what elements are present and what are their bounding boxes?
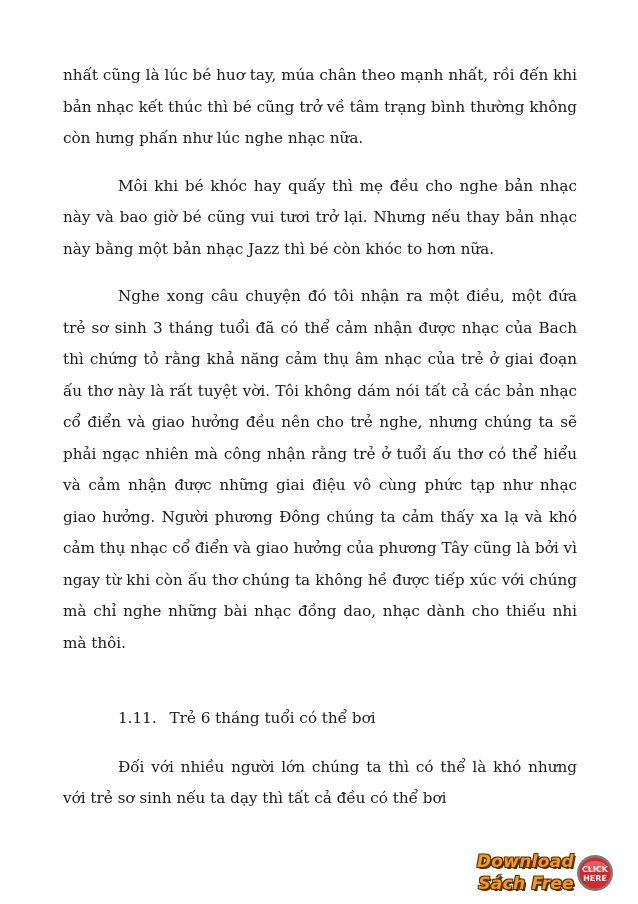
download-label[interactable]: Download	[476, 852, 574, 872]
paragraph-swimming: Đối với nhiều người lớn chúng ta thì có thể là khó nhưng với trẻ sơ sinh nếu ta dạy thì tất cả đều có thể bơi	[63, 757, 577, 807]
download-badge[interactable]	[470, 851, 620, 899]
click-label: CLICK	[581, 865, 609, 874]
paragraph-crying: Môi khi bé khóc hay quấy thì mẹ đều cho nghe bản nhạc này và bao giờ bé cũng vui tươi trở lại. Nhưng nếu thay bản nhạc này bằng một bản nhạc Jazz thì bé còn khóc to hơn nữa.	[63, 176, 577, 258]
section-number: 1.11.	[118, 709, 157, 727]
click-here-button[interactable]	[576, 854, 614, 892]
paragraph-continuation: nhất cũng là lúc bé huơ tay, múa chân theo mạnh nhất, rồi đến khi bản nhạc kết thúc thì bé cũng trở về tâm trạng bình thường không còn hưng phấn như lúc nghe nhạc nữa.	[63, 66, 577, 147]
section-heading	[63, 703, 577, 735]
document-page	[63, 60, 577, 815]
section-title: Trẻ 6 tháng tuổi có thể bơi	[169, 709, 376, 727]
download-badge-text[interactable]	[470, 851, 574, 895]
paragraph-conclusion: Nghe xong câu chuyện đó tôi nhận ra một điều, một đứa trẻ sơ sinh 3 tháng tuổi đã có thể cảm nhận được nhạc của Bach thì chứng tỏ rằng khả năng cảm thụ âm nhạc của trẻ ở giai đoạn ấu thơ này là rất tuyệt vời. Tôi không dám nói tất cả các bản nhạc cổ điển và giao hưởng đều nên cho trẻ nghe, nhưng chúng ta sẽ phải ngạc nhiên mà công nhận rằng trẻ ở tuổi ấu thơ có thể hiểu và cảm nhận được những giai điệu vô cùng phức tạp như nhạc giao hưởng. Người phương Đông chúng ta cảm thấy xa lạ và khó cảm thụ nhạc cổ điển và giao hưởng của phương Tây cũng là bởi vì ngay từ khi còn ấu thơ chúng ta không hề được tiếp xúc với chúng mà chỉ nghe những bài nhạc đồng dao, nhạc dành cho thiếu nhi mà thôi.	[63, 287, 577, 652]
free-book-label[interactable]: Sách Free	[478, 874, 574, 894]
here-label: HERE	[583, 874, 607, 883]
